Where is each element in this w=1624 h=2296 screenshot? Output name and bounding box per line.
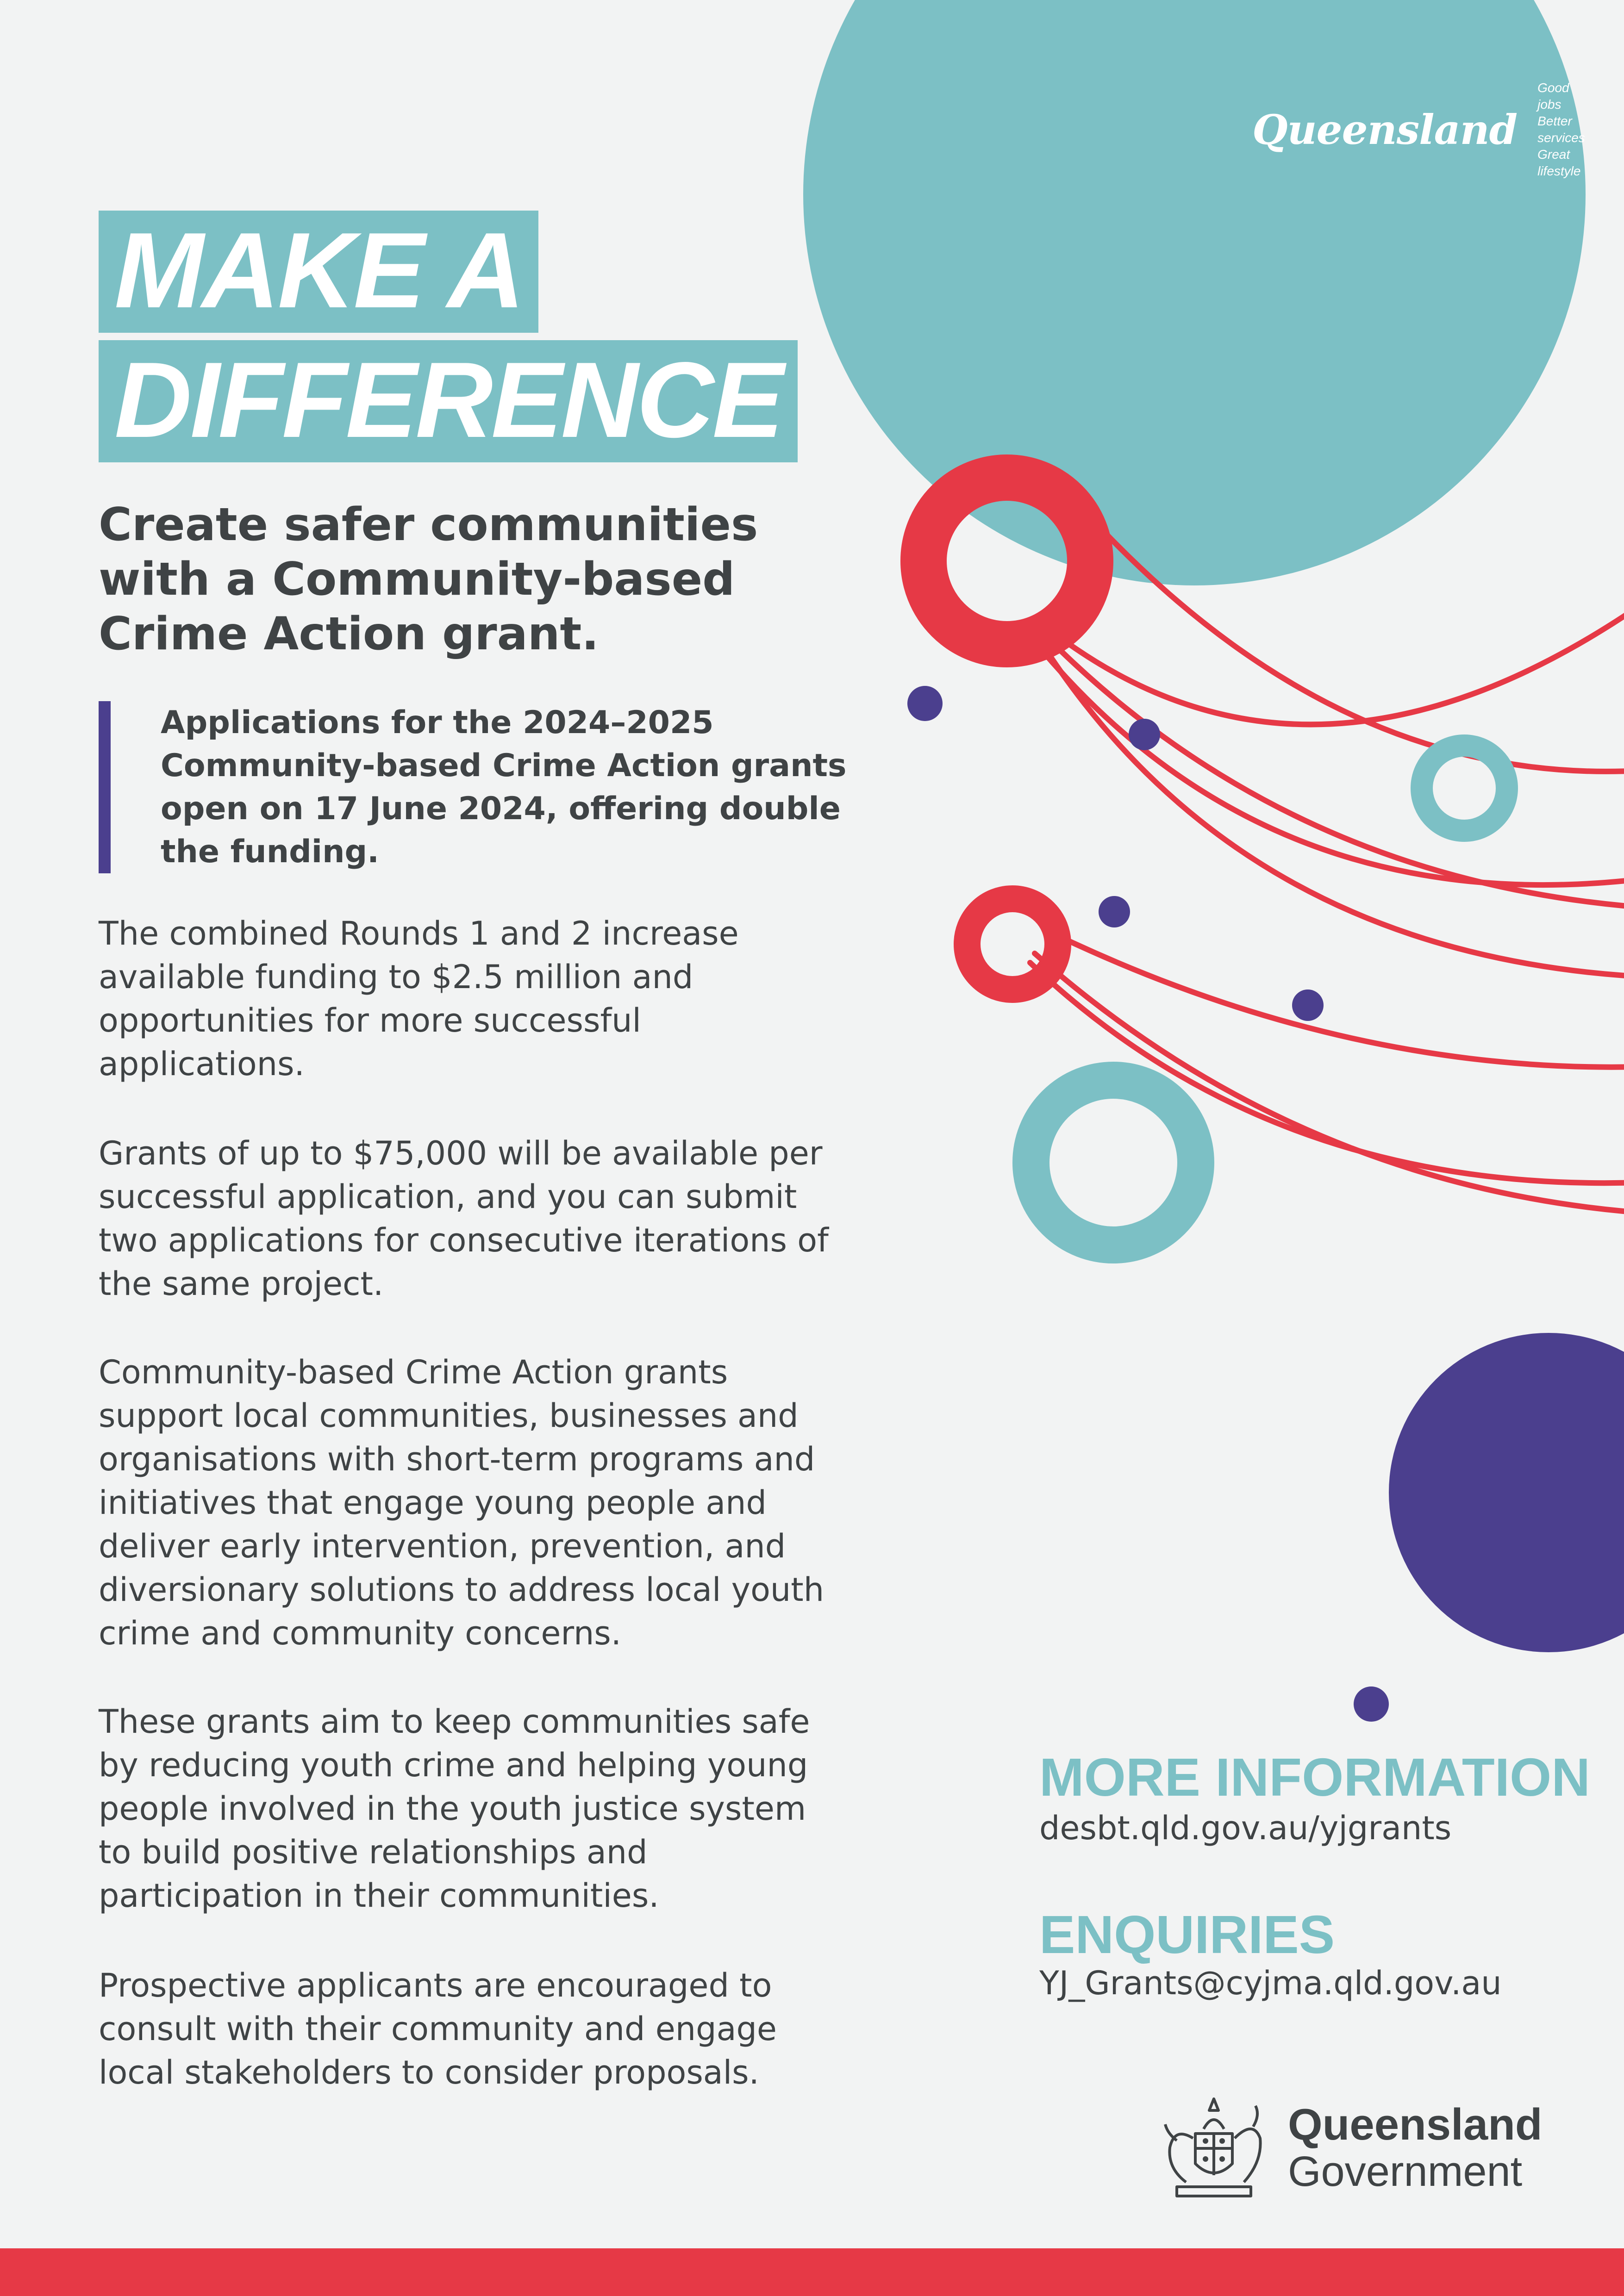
government-name-line-2: Government [1288,2148,1523,2195]
more-information-heading: MORE INFORMATION [1039,1747,1590,1807]
queensland-brand-logo [1252,81,1585,178]
body-paragraph: Community-based Crime Action grants support local communities, businesses and organisations with short-term programs and initiatives that engage young people and deliver early intervention, prevention, and diversionary solutions to address local youth crime and community concerns. [99,1353,824,1652]
headline-line-1: MAKE A [99,211,538,333]
brand-wordmark: Queensland [1252,106,1518,154]
purple-dot-icon [1129,719,1160,750]
queensland-government-logo [1288,2101,1542,2195]
purple-dot-icon [907,686,943,721]
headline-line-2: DIFFERENCE [99,340,798,462]
subheading: Create safer communities with a Community-based Crime Action grant. [99,498,758,660]
body-paragraph: These grants aim to keep communities safe by reducing youth crime and helping young people involved in the youth justice system to build positive relationships and participation in their communities. [99,1703,810,1915]
small-teal-ring-icon [1422,746,1507,831]
government-name-line-1: Queensland [1288,2100,1543,2149]
more-information-link[interactable]: desbt.qld.gov.au/yjgrants [1039,1809,1452,1847]
purple-dot-icon [1292,989,1324,1021]
callout-quote: Applications for the 2024–2025 Community-based Crime Action grants open on 17 June 2024, offering double the funding. [99,701,855,873]
enquiries-email-link[interactable]: YJ_Grants@cyjma.qld.gov.au [1039,1964,1502,2002]
red-swoosh-lines [1030,504,1624,1213]
brand-tagline [1537,80,1585,180]
coat-of-arms-icon [1158,2083,1269,2203]
purple-dot-icon [1099,896,1130,927]
medium-teal-ring-icon [1031,1080,1196,1245]
brand-tagline-line: Good jobs [1537,81,1569,112]
large-purple-circle-icon [1389,1333,1624,1652]
swoosh-line [1065,606,1624,724]
body-paragraph: Grants of up to $75,000 will be available per successful application, and you can submit two applications for consecutive iterations of the same project. [99,1134,829,1303]
enquiries-heading: ENQUIRIES [1039,1904,1335,1965]
large-teal-circle-icon [803,0,1586,585]
brand-tagline-line: Great lifestyle [1537,147,1581,178]
bottom-color-bar [0,2248,1624,2296]
brand-tagline-line: Better services [1537,114,1585,145]
small-red-ring-icon [967,899,1058,989]
body-paragraph: Prospective applicants are encouraged to consult with their community and engage local stakeholders to consider proposals. [99,1966,777,2091]
purple-dot-icon [1354,1686,1389,1722]
body-paragraph: The combined Rounds 1 and 2 increase available funding to $2.5 million and opportunities for more successful applications. [99,915,739,1083]
